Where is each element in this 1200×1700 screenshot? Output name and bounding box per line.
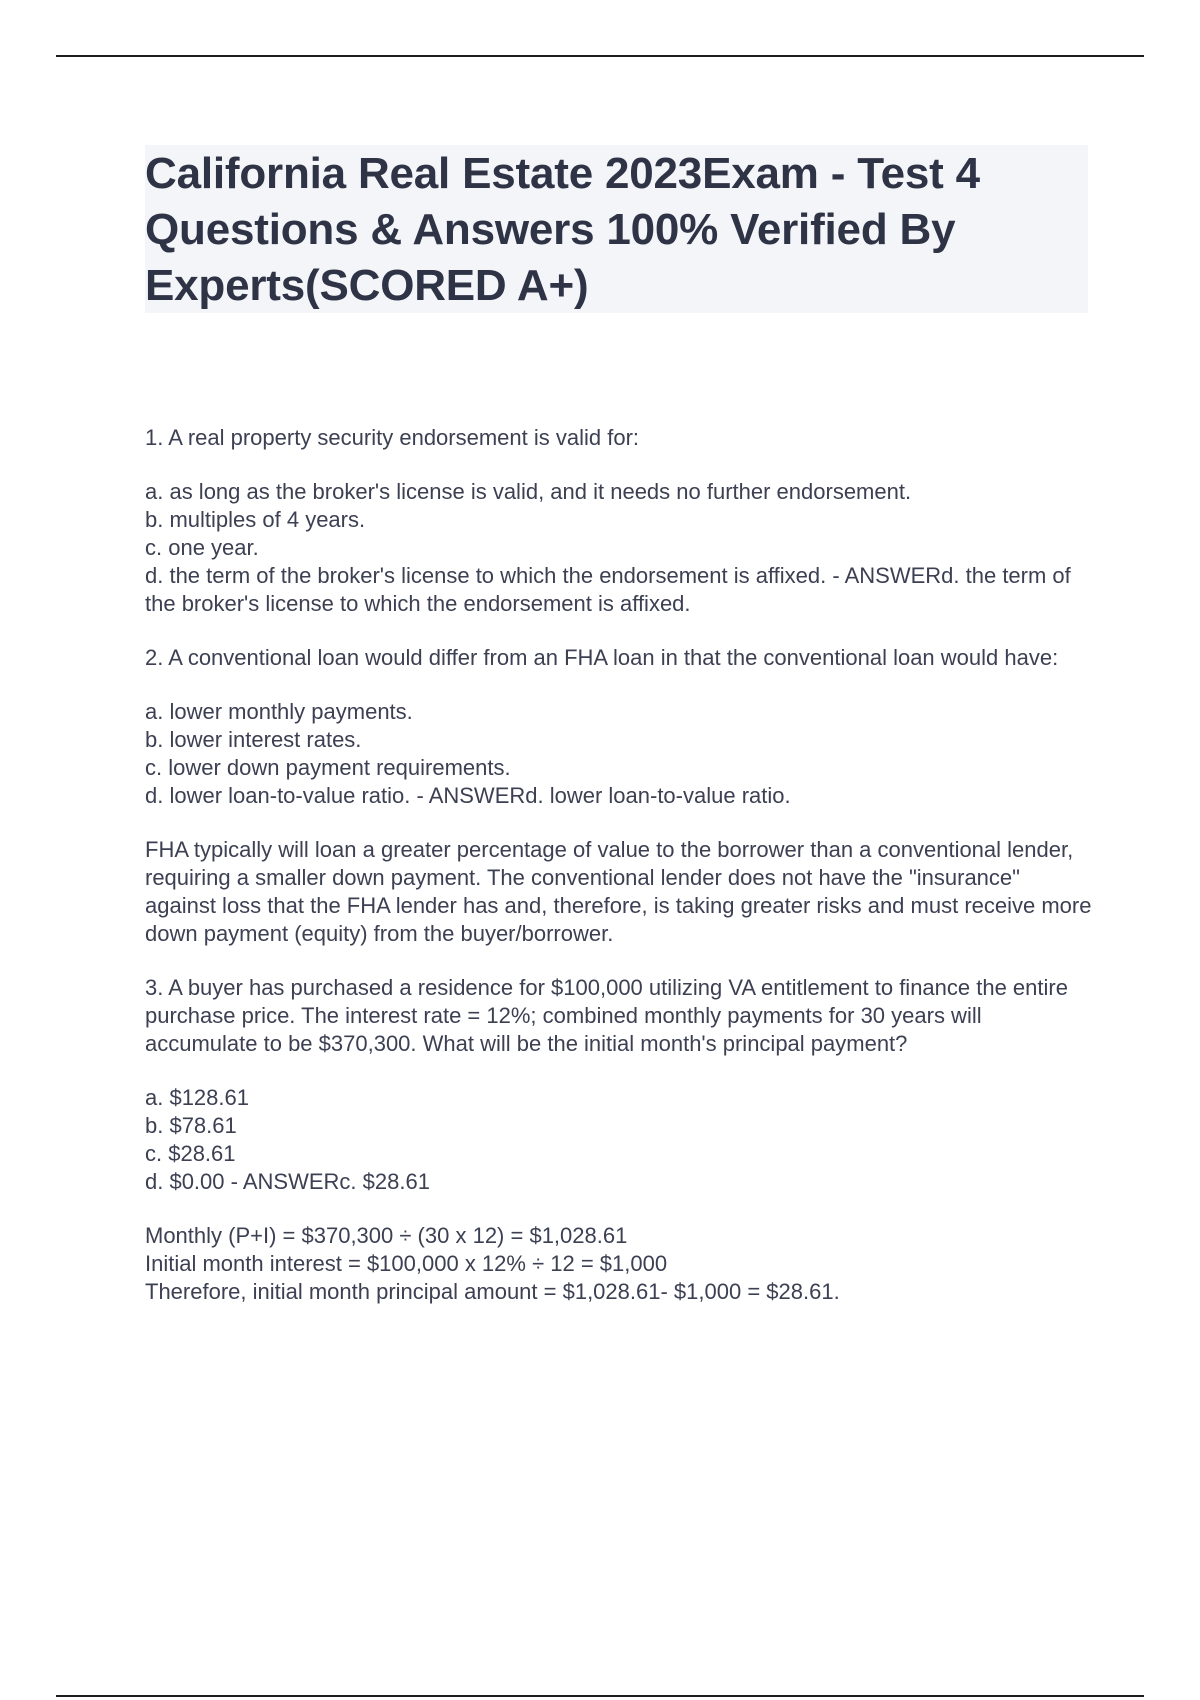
question-3 [145,974,1095,1058]
option-a: a. lower monthly payments. [145,699,413,724]
option-d-answer: d. lower loan-to-value ratio. - ANSWERd. lower loan-to-value ratio. [145,783,791,808]
explanation-line: Initial month interest = $100,000 x 12% ÷ 12 = $1,000 [145,1251,668,1276]
option-d-answer: d. the term of the broker's license to which the endorsement is affixed. - ANSWERd. the term of the broker's license to which the endorsement is affixed. [145,563,1077,616]
option-c: c. lower down payment requirements. [145,755,511,780]
question-1 [145,424,1095,452]
option-b: b. $78.61 [145,1113,237,1138]
question-3-explanation [145,1222,1095,1306]
document-body [145,424,1095,1332]
document-title: California Real Estate 2023Exam - Test 4 Questions & Answers 100% Verified By Experts(SCORED A+) [145,149,980,310]
question-text: 2. A conventional loan would differ from an FHA loan in that the conventional loan would have: [145,645,1059,670]
bottom-rule [56,1695,1144,1697]
question-2-explanation [145,836,1095,948]
explanation-text: FHA typically will loan a greater percentage of value to the borrower than a conventional lender, requiring a smaller down payment. The conventional lender does not have the "insurance" against loss that the FHA lender has and, therefore, is taking greater risks and must receive more down payment (equity) from the buyer/borrower. [145,837,1092,946]
question-text: 3. A buyer has purchased a residence for $100,000 utilizing VA entitlement to finance the entire purchase price. The interest rate = 12%; combined monthly payments for 30 years will accumulate to be $370,300. What will be the initial month's principal payment? [145,975,1068,1056]
option-d-answer: d. $0.00 - ANSWERc. $28.61 [145,1169,430,1194]
question-2-options [145,698,1095,810]
question-3-options [145,1084,1095,1196]
option-c: c. one year. [145,535,259,560]
top-rule [56,55,1144,57]
question-2 [145,644,1095,672]
question-1-options [145,478,1095,618]
explanation-line: Monthly (P+I) = $370,300 ÷ (30 x 12) = $1,028.61 [145,1223,628,1248]
option-b: b. lower interest rates. [145,727,362,752]
question-text: 1. A real property security endorsement is valid for: [145,425,640,450]
option-b: b. multiples of 4 years. [145,507,366,532]
option-a: a. as long as the broker's license is valid, and it needs no further endorsement. [145,479,912,504]
option-a: a. $128.61 [145,1085,249,1110]
explanation-line: Therefore, initial month principal amount = $1,028.61- $1,000 = $28.61. [145,1279,840,1304]
option-c: c. $28.61 [145,1141,236,1166]
